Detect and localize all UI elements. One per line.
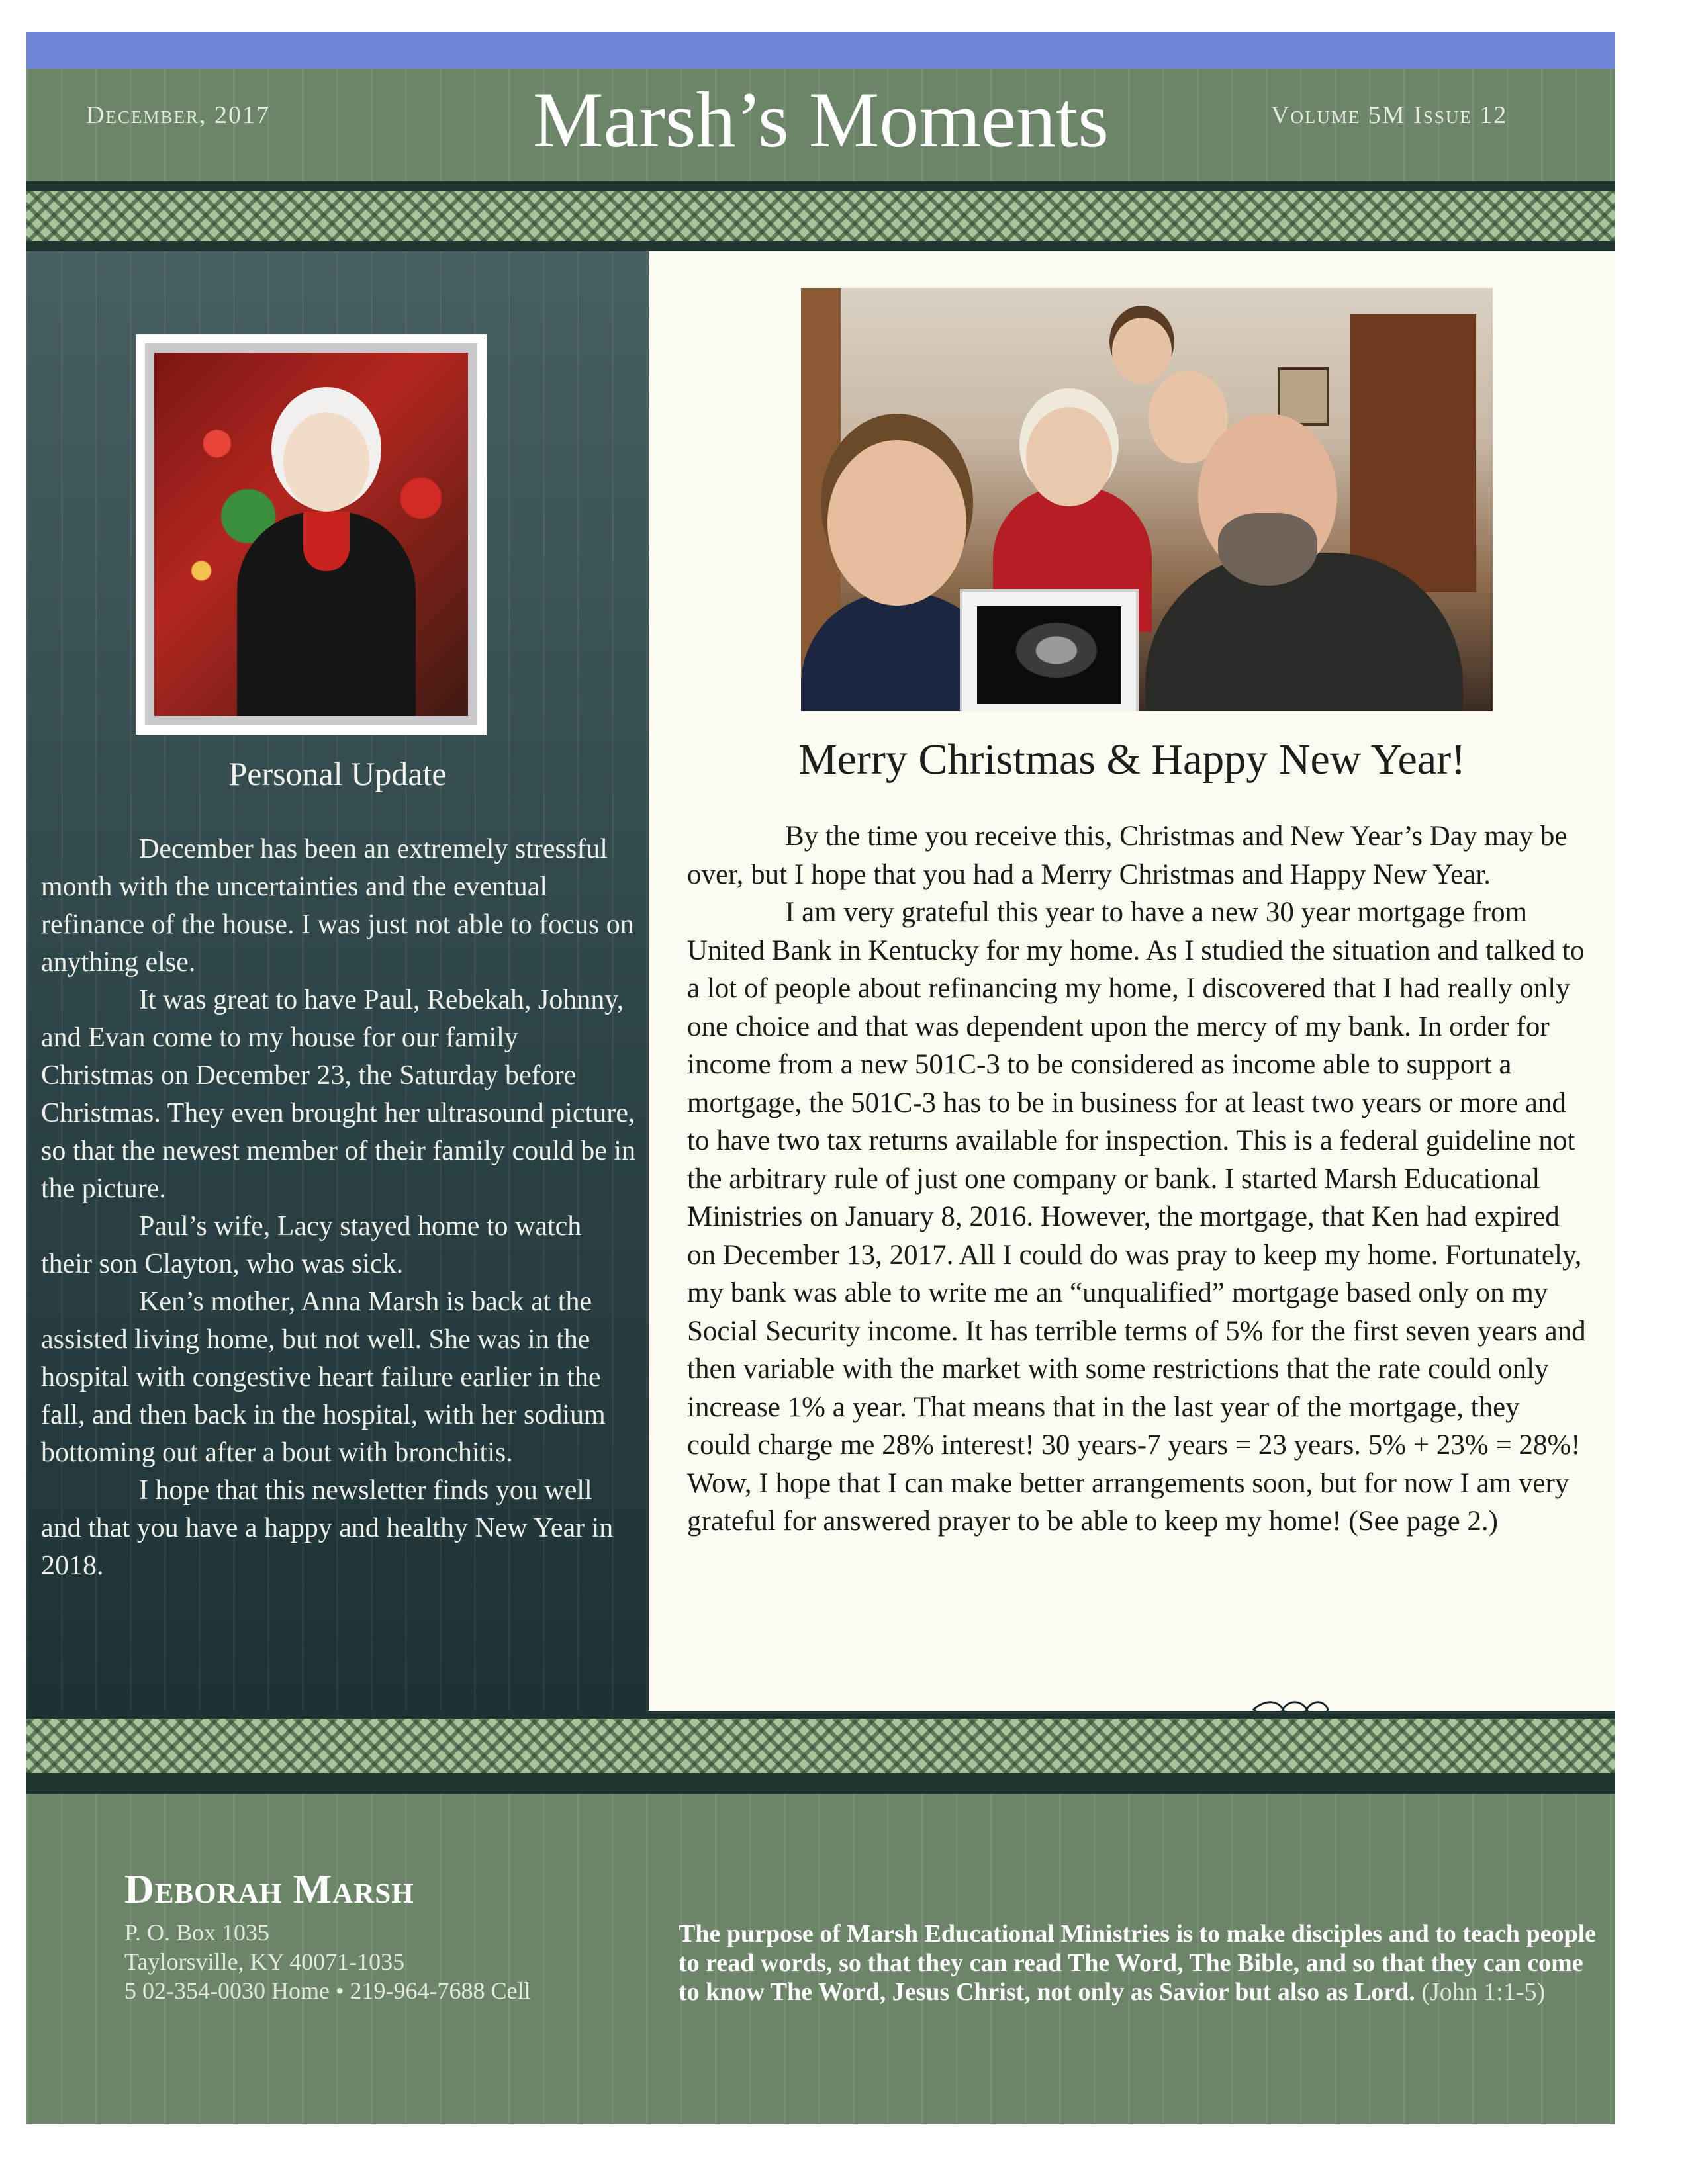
divider-line	[26, 1711, 1615, 1719]
portrait-face	[283, 412, 369, 512]
mission-text: The purpose of Marsh Educational Ministries is to make disciples and to teach people to read words, so that they can read The Word, The Bible, and so that they can come to know The Word, Jesus Christ, not only as Savior but also as Lord.	[679, 1920, 1596, 2006]
author-name: Deborah Marsh	[124, 1867, 414, 1912]
sidebar-paragraph: December has been an extremely stressful month with the uncertainties and the eventual refinance of the house. I was just not able to focus on anything else.	[41, 834, 634, 978]
decorative-pattern-band-top	[26, 191, 1615, 241]
article-heading: Merry Christmas & Happy New Year!	[798, 735, 1466, 784]
portrait-photo	[145, 343, 477, 725]
photo-person-woman	[827, 440, 966, 606]
portrait-collar	[303, 512, 350, 571]
article-paragraph: I am very grateful this year to have a new 30 year mortgage from United Bank in Kentucky for my home. As I studied the situation and talked to a lot of people about refinancing my home, I discovered that I had really only one choice and that was dependent upon the mercy of my bank. In order for income from a new 501C-3 to be considered as income able to support a mortgage, the 501C-3 has to be in business for at least two years or more and to have two tax returns available for inspection. This is a federal guideline not the arbitrary rule of just one company or bank. I started Marsh Educational Ministries on January 8, 2016. However, the mortgage, that Ken had expired on December 13, 2017. All I could do was pray to keep my home. Fortunately, my bank was able to write me an “unqualified” mortgage based only on my Social Security income. It has terrible terms of 5% for the first seven years and then variable with the market with some restrictions that the rate could only increase 1% a year. That means that in the last year of the mortgage, they could charge me 28% interest! 30 years-7 years = 23 years. 5% + 23% = 28%! Wow, I hope that I can make better arrangements soon, but for now I am very grateful for answered prayer to be able to keep my home! (See page 2.)	[687, 897, 1586, 1537]
divider-line	[26, 1773, 1615, 1794]
issue-date: December, 2017	[86, 101, 270, 129]
mission-statement	[679, 1919, 1605, 2007]
address-line: P. O. Box 1035	[124, 1919, 270, 1946]
photo-cabinet	[1350, 314, 1476, 592]
family-photo	[801, 288, 1493, 711]
ultrasound-image	[977, 606, 1121, 704]
main-article	[649, 251, 1615, 1711]
address-line: Taylorsville, KY 40071-1035	[124, 1948, 405, 1975]
divider-line	[26, 241, 1615, 251]
scripture-citation: (John 1:1-5)	[1421, 1978, 1546, 2006]
photo-person-older-woman	[1026, 407, 1112, 506]
portrait-photo-frame	[136, 334, 487, 735]
sidebar-body	[41, 831, 637, 1585]
decorative-pattern-band-bottom	[26, 1719, 1615, 1773]
sidebar-paragraph: It was great to have Paul, Rebekah, Johnny, and Evan come to my house for our family Christmas on December 23, the Saturday before Christmas. They even brought her ultrasound picture, so that the newest member of their family could be in the picture.	[41, 985, 636, 1204]
masthead	[26, 69, 1615, 181]
top-accent-strip	[26, 32, 1615, 69]
divider-line	[26, 181, 1615, 191]
sidebar-heading: Personal Update	[228, 755, 447, 792]
article-paragraph: By the time you receive this, Christmas and New Year’s Day may be over, but I hope that you had a Merry Christmas and Happy New Year.	[687, 821, 1568, 890]
issue-volume: Volume 5M Issue 12	[1271, 101, 1508, 129]
newsletter-title: Marsh’s Moments	[533, 75, 1109, 163]
personal-update-sidebar	[26, 251, 649, 1711]
ultrasound-picture-frame	[960, 589, 1139, 711]
photo-person-boy	[1112, 318, 1172, 384]
author-address	[124, 1918, 531, 2005]
phone-numbers: 5 02-354-0030 Home • 219-964-7688 Cell	[124, 1978, 531, 2004]
sidebar-paragraph: I hope that this newsletter finds you well and that you have a happy and healthy New Year in 2018.	[41, 1475, 614, 1581]
photo-beard	[1218, 513, 1317, 586]
sidebar-paragraph: Paul’s wife, Lacy stayed home to watch their son Clayton, who was sick.	[41, 1211, 582, 1279]
contact-footer	[26, 1794, 1615, 2124]
sidebar-paragraph: Ken’s mother, Anna Marsh is back at the assisted living home, but not well. She was in the hospital with congestive heart failure earlier in the fall, and then back in the hospital, with her sodium bottoming out after a bout with bronchitis.	[41, 1287, 606, 1468]
article-body	[687, 817, 1587, 1541]
